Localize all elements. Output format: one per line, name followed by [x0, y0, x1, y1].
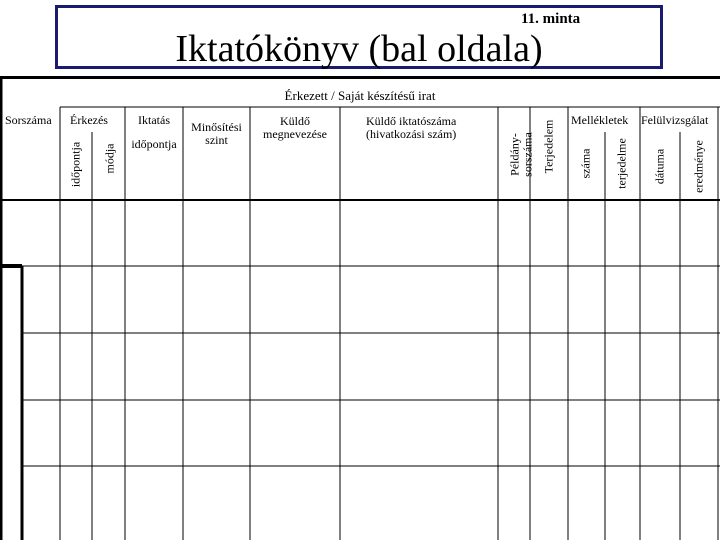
col-header-iktatas-idopontja: időpontja — [131, 137, 177, 151]
col-header-minositesi-szint: szint — [205, 133, 228, 147]
page-title: Iktatókönyv (bal oldala) — [175, 28, 543, 70]
col-header-sorszama: Sorszáma — [5, 113, 52, 127]
col-header-kuldo-iktatoszama: Küldő iktatószáma — [366, 114, 457, 128]
col-header-peldany-sorszama: sorszáma — [520, 132, 535, 177]
col-header-kuldo: Küldő — [280, 114, 310, 128]
col-header-erkezes-idopontja: időpontja — [68, 141, 83, 188]
col-header-terjedelem: Terjedelem — [541, 119, 556, 174]
col-header-peldany: Példány- — [507, 133, 522, 176]
col-header-mellekletek-szama: száma — [578, 148, 593, 179]
col-header-erkezes: Érkezés — [70, 113, 108, 127]
group-header-label: Érkezett / Saját készítésű irat — [284, 88, 436, 103]
col-header-erkezes-modja: módja — [102, 143, 117, 174]
col-header-kuldo-megnevezese: megnevezése — [263, 127, 327, 141]
col-header-felulvizsgalat-datuma: dátuma — [652, 148, 667, 185]
col-header-minositesi: Minősítési — [191, 120, 242, 134]
col-header-felulvizsgalat-eredmenye: eredménye — [691, 140, 706, 193]
col-header-mellekletek-terjedelme: terjedelme — [614, 138, 629, 189]
col-header-hivatkozasi-szam: (hivatkozási szám) — [366, 127, 457, 141]
col-header-felulvizsgalat: Felülvizsgálat — [641, 113, 709, 127]
col-header-iktatas: Iktatás — [138, 113, 170, 127]
col-header-mellekletek: Mellékletek — [571, 113, 629, 127]
sample-number: 11. minta — [521, 11, 581, 27]
